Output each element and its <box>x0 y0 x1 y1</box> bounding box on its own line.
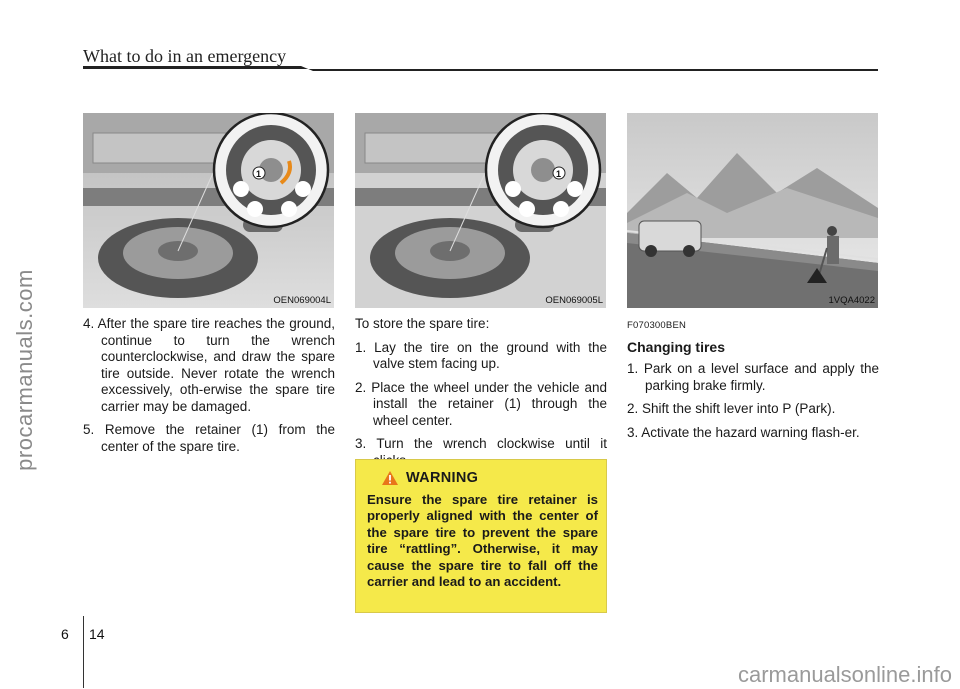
bottom-watermark: carmanualsonline.info <box>737 662 952 687</box>
warning-triangle-icon <box>381 470 399 486</box>
warning-box <box>355 459 607 613</box>
figure-code: OEN069004L <box>273 295 331 306</box>
step-text: 3. Activate the hazard warning flash-er. <box>627 424 860 440</box>
figure-roadside-scene <box>627 113 878 308</box>
figure-spare-tire-storing <box>355 113 606 308</box>
step-text: 2. Place the wheel under the vehicle and install the retainer (1) through the wheel center. <box>355 379 607 428</box>
section-code: F070300BEN <box>627 320 687 331</box>
figure-code: OEN069005L <box>545 295 603 306</box>
step-text: 2. Shift the shift lever into P (Park). <box>627 401 836 416</box>
step-text: 5. Remove the retainer (1) from the center of the spare tire. <box>83 422 335 454</box>
side-watermark: procarmanuals.com <box>12 269 37 471</box>
header-rule <box>83 66 878 71</box>
step-text: 1. Lay the tire on the ground with the valve stem facing up. <box>355 339 607 371</box>
footer-divider <box>83 616 84 688</box>
page-header-title: What to do in an emergency <box>83 46 287 66</box>
warning-header <box>381 470 598 486</box>
step-text: 1. Park on a level surface and apply the parking brake firmly. <box>627 361 879 393</box>
column-2 <box>355 316 607 476</box>
figure-spare-tire-lowering <box>83 113 334 308</box>
svg-text:1: 1 <box>556 169 562 179</box>
column-1 <box>83 316 335 462</box>
svg-text:1: 1 <box>256 169 262 179</box>
section-heading: Changing tires <box>627 338 726 355</box>
page-number: 14 <box>89 626 105 642</box>
chapter-number: 6 <box>61 626 69 642</box>
warning-title: WARNING <box>406 470 479 486</box>
figure-code: 1VQA4022 <box>828 295 875 306</box>
warning-body: Ensure the spare tire retainer is properly aligned with the center of the spare tire to prevent the spare tire “rattling”. Otherwise, it may cause the spare tire to fall off the carrier and lead to an accident. <box>367 492 598 590</box>
step-text: 3. Turn the wrench clockwise until it <box>355 436 607 451</box>
step-text: 4. After the spare tire reaches the ground, continue to turn the wrench counterclockwise, and draw the spare tire outside. Never rotate the wrench excessively, oth-erwise the spare tire carrier may be damaged. <box>83 316 335 414</box>
column-3 <box>627 316 879 448</box>
intro-text: To store the spare tire: <box>355 316 490 331</box>
